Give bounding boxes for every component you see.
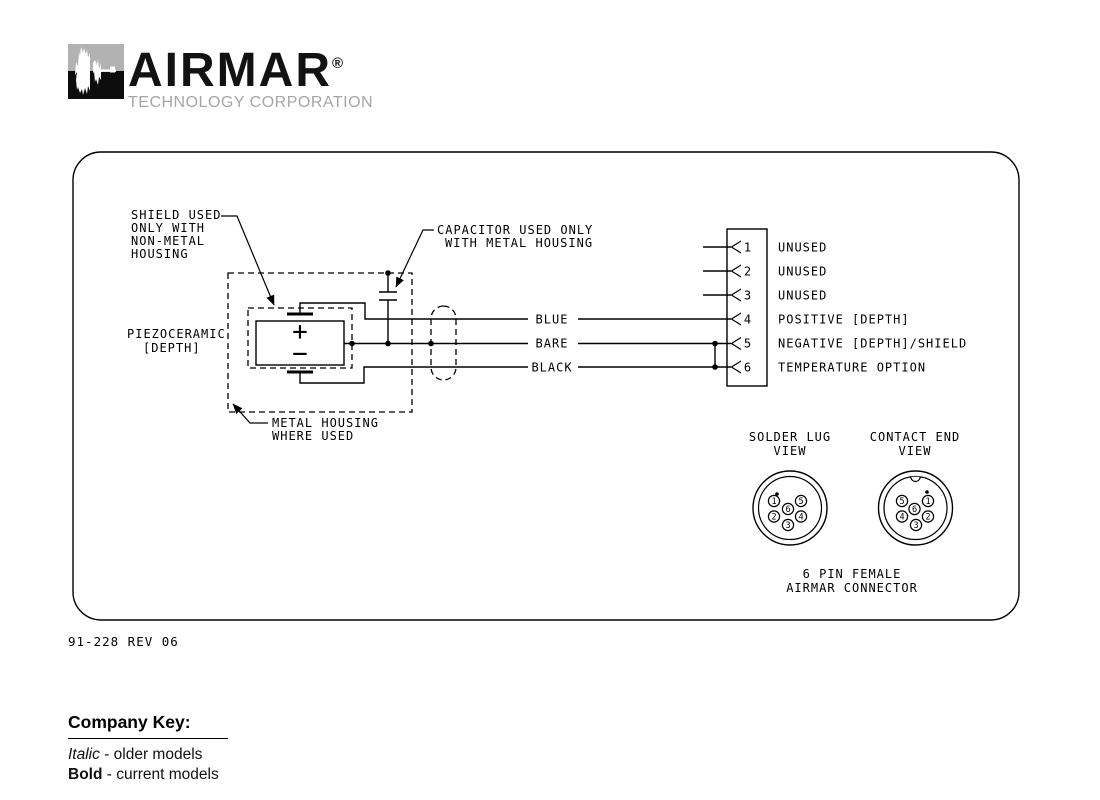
svg-text:2: 2 bbox=[771, 512, 777, 523]
pin-row-4 bbox=[732, 313, 910, 327]
wire-label-black: BLACK bbox=[531, 360, 573, 375]
svg-text:SOLDER LUG: SOLDER LUG bbox=[748, 430, 832, 444]
svg-text:6: 6 bbox=[911, 505, 918, 516]
bold-desc: - current models bbox=[102, 766, 219, 783]
pin-contact-icon bbox=[732, 338, 742, 350]
pin-function-label: TEMPERATURE OPTION bbox=[778, 360, 927, 375]
pin-number: 3 bbox=[743, 288, 753, 303]
italic-desc: - older models bbox=[99, 746, 203, 763]
svg-text:WHERE USED: WHERE USED bbox=[272, 429, 355, 443]
pin-contact-icon bbox=[732, 289, 742, 301]
svg-text:5: 5 bbox=[798, 497, 804, 508]
pin-row-6 bbox=[732, 361, 927, 375]
solder-lug-view bbox=[749, 430, 831, 545]
svg-text:6: 6 bbox=[785, 505, 791, 516]
pin-row-3 bbox=[732, 289, 828, 303]
pin-number: 5 bbox=[743, 336, 753, 351]
company-key-italic-line bbox=[68, 745, 228, 765]
pin-row-1 bbox=[732, 241, 828, 255]
pin-contact-icon bbox=[732, 313, 742, 325]
pin-contact-icon bbox=[732, 265, 742, 277]
capacitor-note bbox=[437, 223, 593, 250]
svg-text:ONLY WITH: ONLY WITH bbox=[131, 221, 206, 235]
svg-text:AIRMAR CONNECTOR: AIRMAR CONNECTOR bbox=[786, 581, 918, 595]
svg-text:PIEZOCERAMIC: PIEZOCERAMIC bbox=[127, 327, 226, 341]
piezoceramic-label bbox=[127, 327, 226, 355]
shield-note-leader bbox=[221, 216, 274, 305]
svg-text:WITH METAL HOUSING: WITH METAL HOUSING bbox=[445, 236, 594, 250]
logo-wordmark-text: AIRMAR bbox=[128, 44, 332, 97]
svg-text:1: 1 bbox=[771, 497, 777, 508]
svg-text:[DEPTH]: [DEPTH] bbox=[143, 341, 201, 355]
shield-note bbox=[131, 208, 221, 261]
svg-text:METAL HOUSING: METAL HOUSING bbox=[272, 416, 379, 430]
company-key bbox=[68, 712, 228, 785]
pin-contact-icon bbox=[732, 361, 742, 373]
metal-housing-note-leader bbox=[233, 404, 268, 423]
svg-text:NON-METAL: NON-METAL bbox=[131, 234, 206, 248]
junction-dots bbox=[349, 270, 718, 370]
pin-function-label: POSITIVE [DEPTH] bbox=[778, 312, 910, 327]
svg-text:4: 4 bbox=[899, 512, 905, 523]
pin-function-label: UNUSED bbox=[778, 264, 828, 279]
negative-symbol: − bbox=[292, 339, 308, 369]
pin-contact-icon bbox=[732, 241, 742, 253]
logo-subtitle: TECHNOLOGY CORPORATION bbox=[128, 94, 374, 111]
document-number: 91-228 REV 06 bbox=[68, 634, 179, 649]
positive-symbol: + bbox=[292, 317, 308, 347]
contact-end-view bbox=[870, 430, 960, 545]
pin-function-label: UNUSED bbox=[778, 240, 828, 255]
wire-black bbox=[300, 367, 731, 383]
index-mark bbox=[925, 490, 929, 494]
pin-number: 2 bbox=[743, 264, 753, 279]
piezoceramic-element bbox=[256, 314, 344, 372]
svg-text:4: 4 bbox=[798, 512, 804, 523]
svg-text:VIEW: VIEW bbox=[773, 444, 807, 458]
capacitor-symbol bbox=[379, 273, 397, 344]
svg-text:5: 5 bbox=[899, 497, 905, 508]
svg-text:SHIELD USED: SHIELD USED bbox=[131, 208, 222, 222]
pin-function-label: UNUSED bbox=[778, 288, 828, 303]
svg-text:2: 2 bbox=[925, 512, 931, 523]
metal-housing-note bbox=[272, 416, 379, 443]
svg-text:3: 3 bbox=[785, 521, 791, 532]
keyway-notch bbox=[911, 477, 920, 482]
svg-text:6 PIN FEMALE: 6 PIN FEMALE bbox=[802, 567, 902, 581]
pin-row-2 bbox=[732, 265, 828, 279]
svg-text:HOUSING: HOUSING bbox=[131, 247, 189, 261]
pin-function-label: NEGATIVE [DEPTH]/SHIELD bbox=[778, 336, 968, 351]
wire-blue bbox=[300, 303, 731, 319]
wire-label-blue: BLUE bbox=[535, 312, 569, 327]
company-key-bold-line bbox=[68, 765, 228, 785]
pin-number: 1 bbox=[743, 240, 753, 255]
svg-text:VIEW: VIEW bbox=[898, 444, 932, 458]
pin-number: 4 bbox=[743, 312, 753, 327]
svg-text:1: 1 bbox=[925, 497, 931, 508]
registered-trademark-symbol: ® bbox=[331, 55, 344, 72]
connector-caption bbox=[786, 567, 918, 595]
italic-term: Italic bbox=[68, 746, 100, 763]
svg-text:3: 3 bbox=[913, 521, 919, 532]
svg-text:CAPACITOR USED ONLY: CAPACITOR USED ONLY bbox=[437, 223, 594, 237]
bold-term: Bold bbox=[68, 766, 103, 783]
company-key-title: Company Key: bbox=[68, 712, 228, 739]
wire-label-bare: BARE bbox=[535, 336, 569, 351]
pin-number: 6 bbox=[743, 360, 753, 375]
svg-text:CONTACT END: CONTACT END bbox=[869, 430, 961, 444]
capacitor-note-leader bbox=[396, 230, 434, 287]
